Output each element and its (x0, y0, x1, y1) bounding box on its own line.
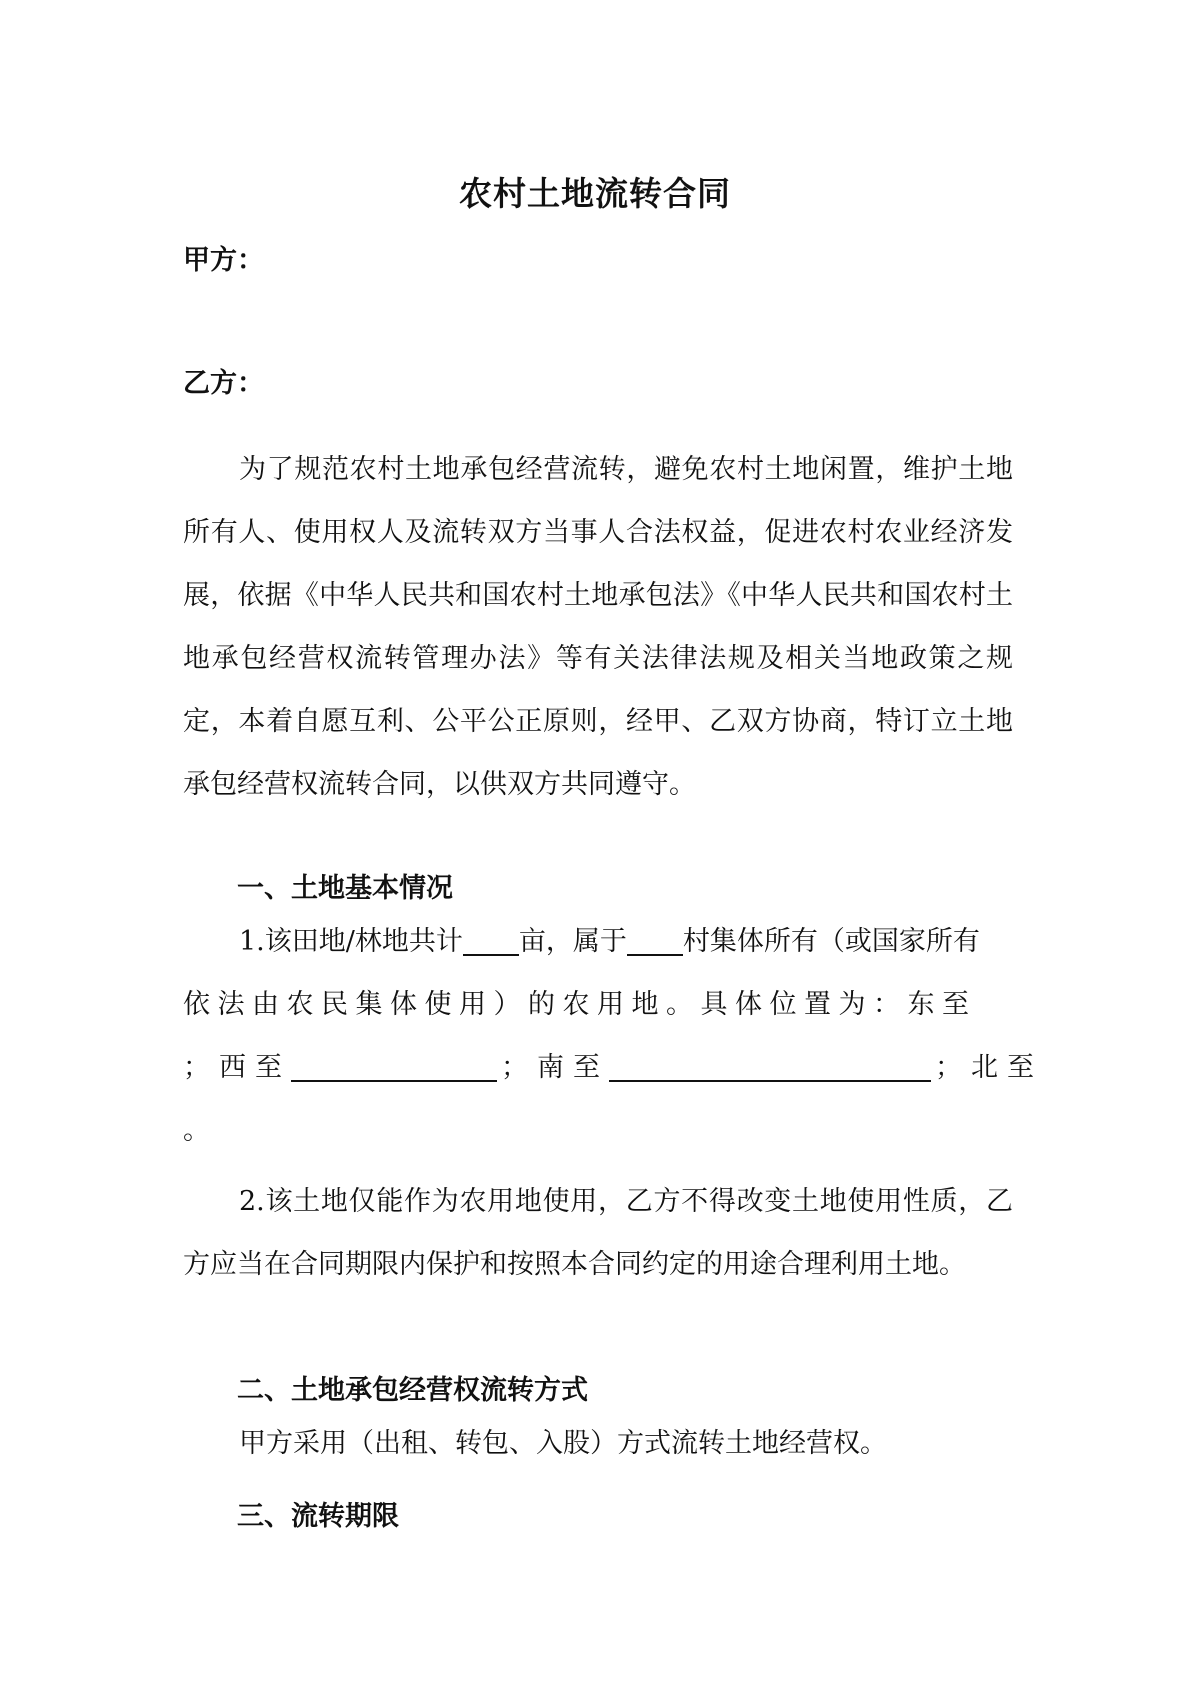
section1-item1-line4: 。 (183, 1115, 210, 1146)
section1-item1-line3 (183, 1036, 1043, 1099)
acreage-blank (463, 924, 519, 956)
north-label: ；北至 (935, 1052, 1043, 1083)
item1-text-part2: 亩，属于 (518, 926, 627, 957)
west-boundary-blank (291, 1050, 497, 1082)
preamble-paragraph: 为了规范农村土地承包经营流转，避免农村土地闲置，维护土地所有人、使用权人及流转双方当事人合法权益，促进农村农业经济发展，依据《中华人民共和国农村土地承包法》《中华人民共和国农村土地承包经营权流转管理办法》等有关法律法规及相关当地政策之规定，本着自愿互利、公平公正原则，经甲、乙双方协商，特订立土地承包经营权流转合同，以供双方共同遵守。 (183, 454, 1013, 800)
section2-heading: 二、土地承包经营权流转方式 (237, 1375, 588, 1406)
party-a-label: 甲方： (183, 245, 264, 276)
item1-text-part3: 村集体所有（或国家所有 (682, 926, 980, 957)
section1-item2-paragraph: 2.该土地仅能作为农用地使用，乙方不得改变土地使用性质，乙方应当在合同期限内保护和按照本合同约定的用途合理利用土地。 (183, 1186, 1013, 1280)
west-label: ；西至 (183, 1052, 291, 1083)
item1-text-part1: 1.该田地/林地共计 (239, 926, 463, 957)
document-title: 农村土地流转合同 (459, 174, 731, 213)
section3-heading: 三、流转期限 (237, 1501, 399, 1532)
south-boundary-blank (609, 1050, 931, 1082)
south-label: ；南至 (501, 1052, 609, 1083)
party-b-label: 乙方： (183, 368, 264, 399)
section1-item1-line2 (183, 973, 1013, 1036)
section1-heading: 一、土地基本情况 (237, 873, 453, 904)
section2-text: 甲方采用（出租、转包、入股）方式流转土地经营权。 (239, 1428, 887, 1459)
village-blank (627, 924, 683, 956)
section1-item1-line1 (183, 910, 1013, 973)
item1-line2-text: 依法由农民集体使用）的农用地。具体位置为：东至 (183, 989, 977, 1020)
